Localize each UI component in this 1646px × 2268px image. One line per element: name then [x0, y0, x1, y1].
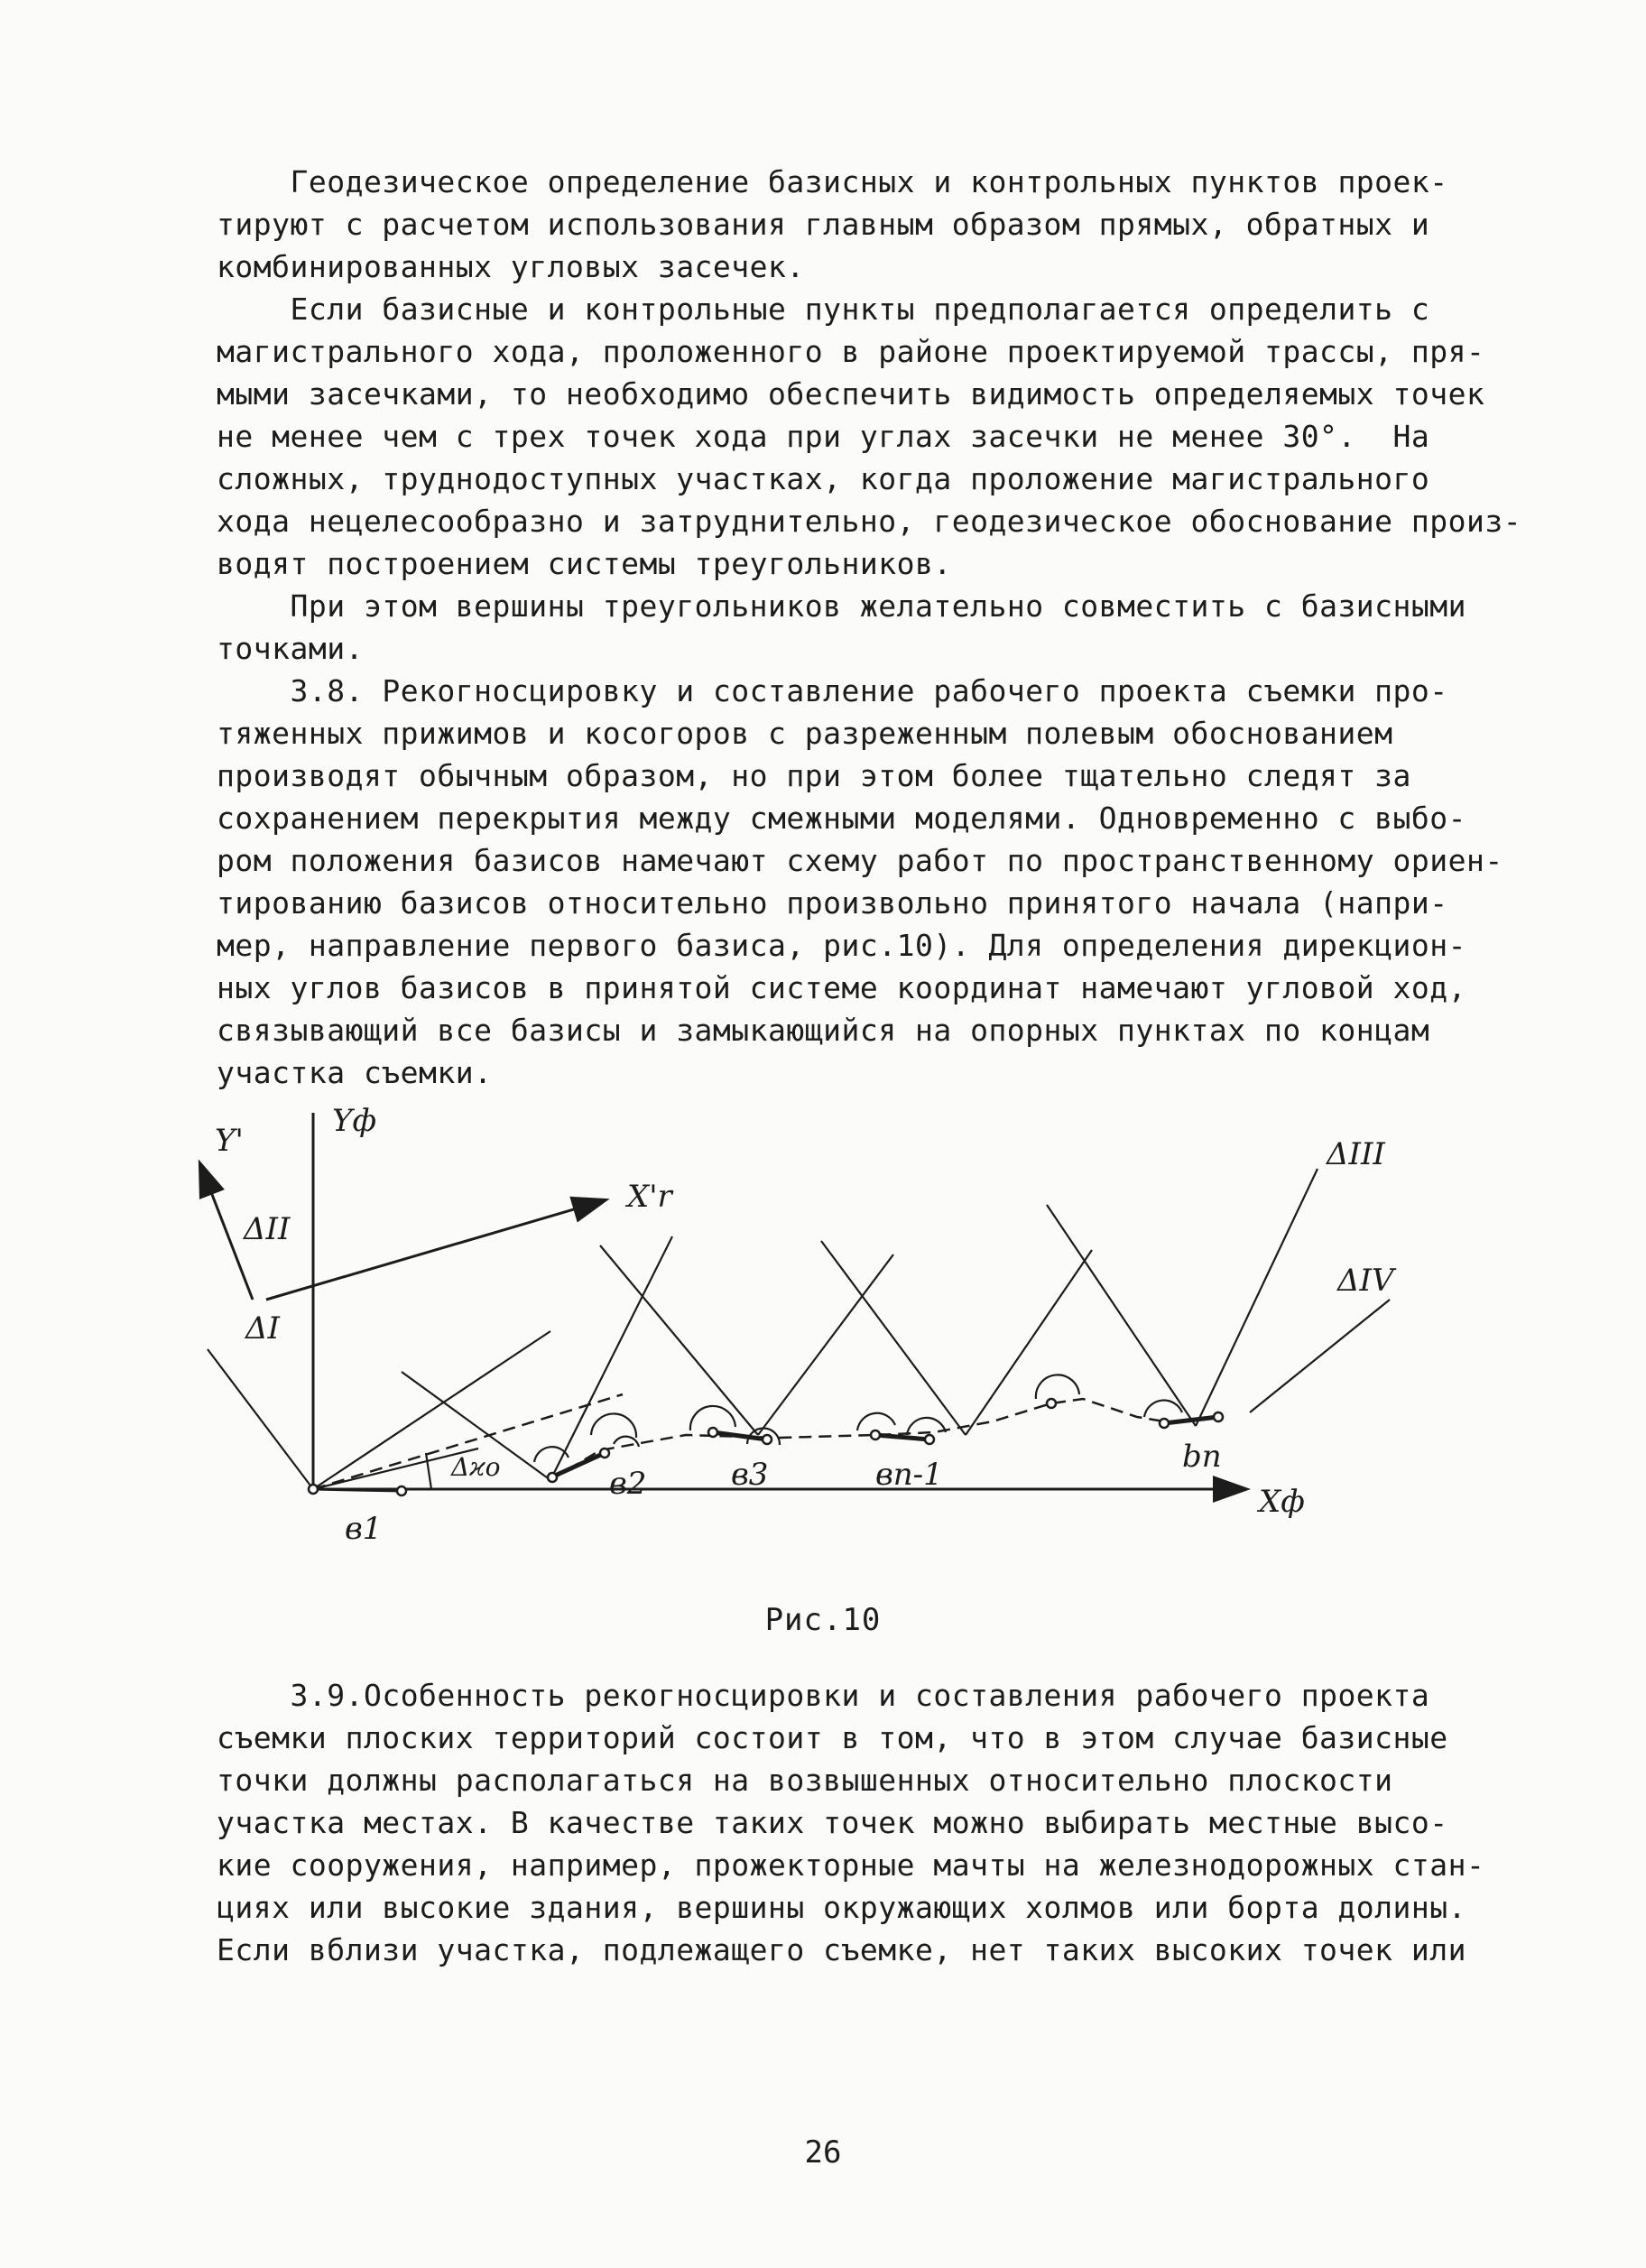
base-bn1 [875, 1435, 929, 1439]
sight-line [966, 1250, 1092, 1435]
base-point [1160, 1419, 1169, 1428]
text-line: Геодезическое определение базисных и контрольных пунктов проек- [290, 164, 1448, 199]
text-line: мыми засечками, то необходимо обеспечить видимость определяемых точек [217, 376, 1485, 412]
label-delta-I: ΔI [245, 1310, 280, 1347]
label-y-prime: Y' [215, 1123, 244, 1159]
text-line: точки должны располагаться на возвышенных относительно плоскости [217, 1763, 1393, 1798]
ray-line [313, 1331, 550, 1489]
sight-line [1196, 1169, 1318, 1426]
label-y-phi: Yф [332, 1103, 377, 1139]
text-line: сложных, труднодоступных участках, когда проложение магистрального [217, 461, 1430, 496]
text-line: При этом вершины треугольников желательно совместить с базисными [290, 588, 1467, 624]
text-line: связывающий все базисы и замыкающийся на опорных пунктах по концам [217, 1013, 1430, 1048]
text-line: Если вблизи участка, подлежащего съемке, нет таких высоких точек или [217, 1932, 1467, 1967]
label-b2: в2 [609, 1466, 647, 1502]
label-x-phi: Xф [1259, 1484, 1305, 1520]
text-line: тируют с расчетом использования главным образом прямых, обратных и [217, 207, 1430, 242]
sight-line [758, 1254, 893, 1435]
label-delta-kappa: Δϰo [451, 1452, 501, 1482]
angle-arc [1144, 1401, 1182, 1417]
text-line: участка местах. В качестве таких точек можно выбирать местные высо- [217, 1805, 1448, 1840]
body-text-top [217, 161, 1522, 1094]
text-line: съемки плоских территорий состоит в том, что в этом случае базисные [217, 1720, 1448, 1755]
text-line: 3.9.Особенность рекогносцировки и составления рабочего проекта [290, 1678, 1430, 1713]
figure-10-diagram [180, 1097, 1444, 1584]
sight-line [600, 1245, 758, 1435]
label-delta-IV: ΔIV [1337, 1263, 1394, 1299]
base-point [763, 1435, 772, 1444]
label-bn1: вn-1 [875, 1457, 943, 1493]
text-line: ром положения базисов намечают схему работ по пространственному ориен- [217, 843, 1503, 878]
text-line: мер, направление первого базиса, рис.10). Для определения дирекцион- [217, 928, 1467, 963]
sight-line [1047, 1205, 1196, 1426]
body-text-bottom [217, 1674, 1498, 1971]
base-point [925, 1435, 934, 1444]
base-point [1214, 1412, 1223, 1421]
base-point [708, 1428, 717, 1437]
text-line: тяженных прижимов и косогоров с разреженным полевым обоснованием [217, 716, 1393, 751]
base-b1 [313, 1489, 402, 1491]
page-number: 26 [804, 2134, 842, 2171]
x-r-prime-axis [266, 1200, 605, 1300]
angle-arc [591, 1413, 636, 1438]
angle-arc [857, 1413, 895, 1430]
label-delta-III: ΔIII [1327, 1136, 1385, 1172]
angle-arc [1036, 1375, 1079, 1399]
text-line: ных углов базисов в принятой системе координат намечают угловой ход, [217, 970, 1467, 1005]
text-line: комбинированных угловых засечек. [217, 249, 805, 284]
label-bn: bn [1182, 1439, 1222, 1475]
label-x-r-prime: X'r [627, 1179, 672, 1215]
sight-line [1250, 1300, 1390, 1412]
text-line: точками. [217, 631, 364, 666]
base-point [600, 1449, 609, 1458]
text-line: кие сооружения, например, прожекторные мачты на железнодорожных стан- [217, 1847, 1485, 1883]
sight-line [550, 1236, 672, 1480]
label-delta-II: ΔII [244, 1211, 291, 1247]
text-line: 3.8. Рекогносцировку и составление рабочего проекта съемки про- [290, 673, 1448, 708]
text-line: сохранением перекрытия между смежными моделями. Одновременно с выбо- [217, 801, 1467, 836]
label-b1: в1 [345, 1511, 383, 1547]
text-line: не менее чем с трех точек хода при углах засечки не менее 30°. На [217, 419, 1430, 454]
base-point [548, 1473, 557, 1482]
text-line: участка съемки. [217, 1055, 493, 1090]
text-line: циях или высокие здания, вершины окружающих холмов или борта долины. [217, 1890, 1467, 1925]
base-bn [1164, 1417, 1218, 1423]
angle-tick [426, 1453, 431, 1489]
base-point [397, 1486, 406, 1495]
text-line: хода нецелесообразно и затруднительно, геодезическое обоснование произ- [217, 504, 1522, 539]
base-point [1047, 1399, 1056, 1408]
figure-caption: Рис.10 [764, 1602, 882, 1638]
text-line: Если базисные и контрольные пункты предполагается определить с [290, 292, 1430, 327]
text-line: производят обычным образом, но при этом более тщательно следят за [217, 758, 1411, 793]
label-b3: в3 [731, 1457, 769, 1493]
sight-line [821, 1241, 966, 1435]
ray-line [208, 1349, 313, 1489]
text-line: магистрального хода, проложенного в районе проектируемой трассы, пря- [217, 334, 1485, 369]
text-line: тированию базисов относительно произвольно принятого начала (напри- [217, 885, 1448, 921]
base-point [309, 1485, 318, 1494]
text-line: водят построением системы треугольников. [217, 546, 952, 581]
base-point [871, 1430, 880, 1439]
